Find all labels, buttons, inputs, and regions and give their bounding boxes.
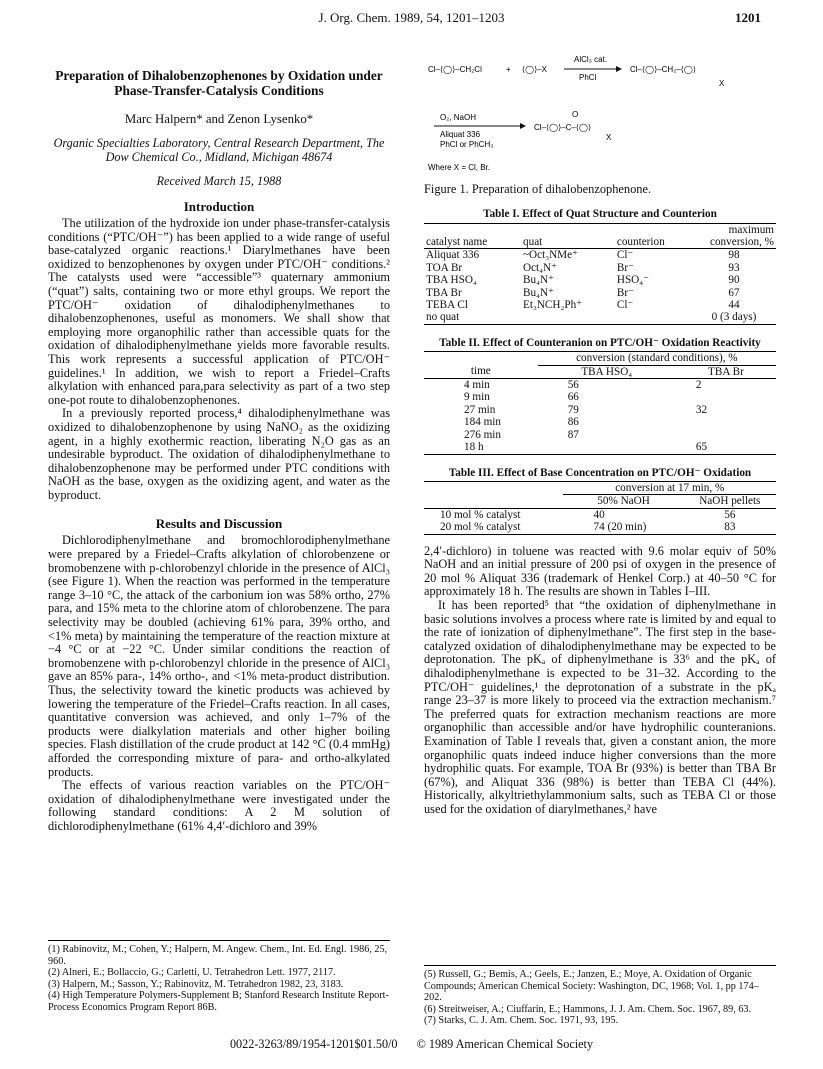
reaction-2-condition-3: PhCl or PhCH₃ [440, 140, 494, 149]
article-title: Preparation of Dihalobenzophenones by Oxidation under Phase-Transfer-Catalysis Conditions [55, 68, 383, 98]
table-cell: 86 [567, 416, 579, 429]
intro-heading: Introduction [183, 199, 255, 214]
table-cell: 66 [567, 391, 579, 404]
table-cell: 20 mol % catalyst [424, 521, 563, 534]
table-cell: Et₃NCH₂Ph⁺ [523, 298, 583, 311]
figure-caption: Figure 1. Preparation of dihalobenzophenone. [424, 182, 652, 196]
table-cell: 27 min [464, 403, 496, 416]
table-cell [615, 311, 692, 324]
reagent-2: ⟨◯⟩–X [522, 65, 547, 74]
table-3 [424, 481, 776, 535]
footnote: (5) Russell, G.; Bemis, A.; Geels, E.; Janzen, E.; Moye, A. Oxidation of Organic Compounds; American Chemical Society: Washington, DC, 1968; Vol. 1, pp 174–202. [424, 969, 759, 1003]
table-cell: 65 [676, 441, 776, 454]
table-cell: 56 [567, 379, 579, 392]
table-cell: no quat [424, 311, 521, 324]
results-paragraph-1: Dichlorodiphenylmethane and bromochlorodiphenylmethane were prepared by a Friedel–Crafts alkylation of chlorobenzene or bromobenzene with p-chlorobenzyl chloride in the presence of AlCl₃ (see Figure 1). When the reaction was performed in the temperature range 3–10 °C, the attack of the carbonium ion was 58% ortho, 27% para, and 15% meta to the chlorine atom of chlorobenzene. The para selectivity may be doubled (achieving 61% para, 39% ortho, and <1% meta) by maintaining the temperature of the reaction mixture at −4 °C or at −22 °C. Under similar conditions the reaction of bromobenzene with p-chlorobenzyl chloride in the presence of AlCl₃ gave an 85% para-, 14% ortho-, and <1% meta-product distribution. Thus, the selectivity toward the kinetic products was achieved by lowering the temperature of the Friedel–Crafts reaction. In all cases, quantitative conversion was achieved, and only 1–7% of the products were dialkylation materials and other higher boiling species. Flash distillation of the crude product at 142 °C (0.4 mmHg) afforded the corresponding mixture of para- and ortho-alkylated products. [48, 533, 390, 779]
reaction-1-condition-bottom: PhCl [579, 73, 597, 82]
table-header: quat [521, 223, 615, 249]
footnote: (2) Alneri, E.; Bollaccio, G.; Carletti, U. Tetrahedron Lett. 1977, 2117. [48, 967, 336, 978]
table-header: maximum conversion, % [692, 223, 776, 249]
table-cell: 98 [692, 249, 776, 262]
table-cell: 83 [684, 521, 776, 534]
reagent-1: Cl–⟨◯⟩–CH₂Cl [428, 65, 482, 74]
plus-sign: + [506, 65, 511, 74]
table-spacer [424, 482, 563, 495]
table-cell: 79 [567, 403, 579, 416]
substituent-note: Where X = Cl, Br. [428, 163, 491, 172]
table-1-caption: Table I. Effect of Quat Structure and Counterion [483, 208, 717, 220]
authors: Marc Halpern* and Zenon Lysenko* [124, 112, 314, 126]
right-paragraph-2: It has been reported⁵ that “the oxidation of diphenylmethane in basic solutions involves a process where rate is limited by and equal to the rate of ionization of diphenylmethane”. The first step in the base-catalyzed oxidation of dihalodiphenylmethane may be expected to be deprotonation. The pKₐ of diphenylmethane is 33⁶ and the pKₐ of dihalodiphenylmethane is expected to be 31–32. According to the PTC/OH⁻ guidelines,¹ the deprotonation of a substrate in the pKₐ range 23–37 is more likely to proceed via the extraction mechanism.⁷ The preferred quats for extraction mechanism reactions are more organophilic than accessible and/or have hydrophilic counteranions. Examination of Table I reveals that, given a constant anion, the more organophilic quats indeed induce higher conversions than the more hydrophilic quats. For example, TOA Br (93%) is better than TBA Br (67%), and Aliquat 336 (98%) is better than TEBA Cl (44%). Historically, alkyltriethylammonium salts, such as TEBA Cl or those used for the oxidation of diarylmethanes,² have [424, 598, 776, 816]
intro-paragraph-2: In a previously reported process,⁴ dihalodiphenylmethane was oxidized to dihalobenzophenone by using NaNO₂ as the oxidizing agent, in a highly exothermic reaction, liberating N₂O gas as an undesirable byproduct. The oxidation of dihalodiphenylmethane to dihalobenzophenone may be performed under PTC conditions with NaOH as the base, oxygen as the oxidizing agent, and water as the byproduct. [48, 406, 390, 502]
results-paragraph-2: The effects of various reaction variables on the PTC/OH⁻ oxidation of dihalodiphenylmethane were investigated under the following standard conditions: A 2 M solution of dichlorodiphenylmethane (61% 4,4′-dichloro and 39% [48, 778, 390, 833]
table-cell: 276 min [464, 428, 501, 441]
footnotes-left [48, 940, 390, 1013]
arrow-1-head [616, 66, 622, 72]
table-header: time [424, 365, 538, 378]
table-cell: 90 [728, 274, 740, 287]
table-cell: Bu₄N⁺ [523, 286, 554, 299]
table-cell: 0 (3 days) [692, 311, 776, 324]
table-cell: TOA Br [426, 261, 463, 274]
figure-1 [424, 40, 776, 200]
table-cell: Cl⁻ [615, 249, 692, 262]
table-header: NaOH pellets [684, 495, 776, 508]
table-2-caption: Table II. Effect of Counteranion on PTC/OH⁻ Oxidation Reactivity [439, 336, 761, 349]
table-header: catalyst name [424, 223, 521, 249]
table-cell: 74 (20 min) [563, 521, 683, 534]
table-cell: 56 [724, 508, 736, 521]
table-cell [676, 416, 776, 428]
table-cell [521, 311, 615, 324]
table-cell: 184 min [464, 416, 501, 429]
intro-paragraph-1: The utilization of the hydroxide ion under phase-transfer-catalysis conditions (“PTC/OH⁻”) has been applied to a wide range of useful base-catalyzed organic reactions.¹ Diarylmethanes have been oxidized to benzophenones by oxygen under PTC/OH⁻ conditions.² The catalysts used were “accessible”³ quaternary ammonium (“quat”) salts, containing two or more ethyl groups. We report the PTC/OH⁻ oxidation of dihalodiphenylmethanes to dihalobenzophenones, useful as monomers. We shall show that employing more organophilic rather than accessible quats for the oxidation of dihalodiphenylmethane yields more favorable results. This work represents a successful application of PTC/OH⁻ guidelines.¹ In addition, we wish to report a Friedel–Crafts alkylation with enhanced para,para selectivity as part of a two step one-pot route to dihalobenzophenones. [48, 216, 390, 407]
right-paragraph-1: 2,4′-dichloro) in toluene was reacted with 9.6 molar equiv of 50% NaOH and an initial pressure of 200 psi of oxygen in the presence of 20 mol % Aliquat 336 (trademark of Henkel Corp.) at 40–50 °C for approximately 18 h. The results are shown in Tables I–III. [424, 543, 776, 599]
table-cell [676, 391, 776, 403]
carbonyl-oxygen: O [572, 110, 579, 119]
table-header: TBA Br [676, 365, 776, 378]
reaction-scheme [424, 40, 776, 178]
table-cell: 32 [695, 403, 708, 416]
table-cell: 40 [593, 508, 605, 521]
footnote: (7) Starks, C. J. Am. Chem. Soc. 1971, 93, 195. [424, 1015, 619, 1026]
table-2 [424, 351, 776, 454]
table-cell: Br⁻ [616, 286, 634, 299]
table-header [424, 495, 563, 508]
table-cell: Br⁻ [616, 261, 634, 274]
footer-copyright: © 1989 American Chemical Society [416, 1037, 594, 1051]
results-heading: Results and Discussion [155, 516, 283, 532]
reaction-1-condition-top: AlCl₃ cat. [574, 55, 608, 64]
table-3-caption: Table III. Effect of Base Concentration on PTC/OH⁻ Oxidation [448, 466, 752, 479]
page-header [0, 10, 823, 32]
table-cell: Bu₄N⁺ [523, 274, 554, 287]
product-2: Cl–⟨◯⟩–C–⟨◯⟩ [534, 123, 592, 132]
table-spacer [424, 352, 538, 365]
product-1: Cl–⟨◯⟩–CH₂–⟨◯⟩ [630, 65, 696, 74]
reaction-2-condition-2: Aliquat 336 [440, 130, 481, 139]
table-cell: 18 h [424, 441, 538, 454]
left-column [48, 40, 390, 834]
table-cell: HSO₄⁻ [616, 274, 650, 287]
table-cell: 67 [728, 286, 740, 299]
page-number: 1201 [735, 10, 761, 25]
footer-code: 0022-3263/89/1954-1201$01.50/0 [229, 1037, 398, 1051]
footnotes-right [424, 965, 776, 1027]
table-cell [676, 429, 776, 441]
table-cell: 9 min [464, 391, 490, 404]
table-cell [538, 441, 676, 454]
table-cell: 44 [728, 298, 740, 311]
page-footer [0, 1037, 823, 1052]
journal-reference: J. Org. Chem. 1989, 54, 1201–1203 [318, 10, 505, 25]
table-cell: 10 mol % catalyst [440, 508, 521, 521]
table-cell: Cl⁻ [616, 298, 634, 311]
product-2-substituent: X [606, 133, 612, 142]
affiliation: Organic Specialties Laboratory, Central Research Department, The Dow Chemical Co., Midland, Michigan 48674 [53, 136, 385, 164]
reaction-2-condition-1: O₂, NaOH [440, 113, 476, 122]
table-group-header: conversion (standard conditions), % [538, 352, 776, 365]
received-date: Received March 15, 1988 [156, 174, 282, 188]
table-cell: Aliquat 336 [424, 249, 521, 262]
footnote: (3) Halpern, M.; Sasson, Y.; Rabinovitz, M. Tetrahedron 1982, 23, 3183. [48, 978, 344, 990]
table-cell: 2 [695, 379, 702, 392]
footnote: (4) High Temperature Polymers-Supplement B; Stanford Research Institute Report-Process Economics Program Report 86B. [48, 990, 389, 1013]
table-cell: TBA HSO₄ [426, 274, 477, 287]
table-cell: 4 min [464, 379, 490, 392]
table-cell: TBA Br [426, 286, 462, 299]
table-1 [424, 223, 776, 325]
table-cell: Oct₄N⁺ [523, 261, 558, 274]
table-cell: 87 [567, 428, 579, 441]
right-column [424, 40, 776, 817]
arrow-2-head [520, 123, 526, 129]
footnote: (6) Streitweiser, A.; Ciuffarin, E.; Hammons, J. J. Am. Chem. Soc. 1967, 89, 63. [424, 1003, 752, 1015]
table-cell: ~Oct₃NMe⁺ [521, 249, 615, 262]
table-header: counterion [615, 223, 692, 249]
table-cell: TEBA Cl [426, 298, 468, 311]
table-header: 50% NaOH [563, 495, 683, 508]
table-group-header: conversion at 17 min, % [563, 482, 776, 495]
footnote: (1) Rabinovitz, M.; Cohen, Y.; Halpern, M. Angew. Chem., Int. Ed. Engl. 1986, 25, 960. [48, 944, 388, 967]
product-1-substituent: X [719, 79, 725, 88]
table-header: TBA HSO₄ [538, 365, 676, 378]
table-cell: 93 [728, 261, 740, 274]
